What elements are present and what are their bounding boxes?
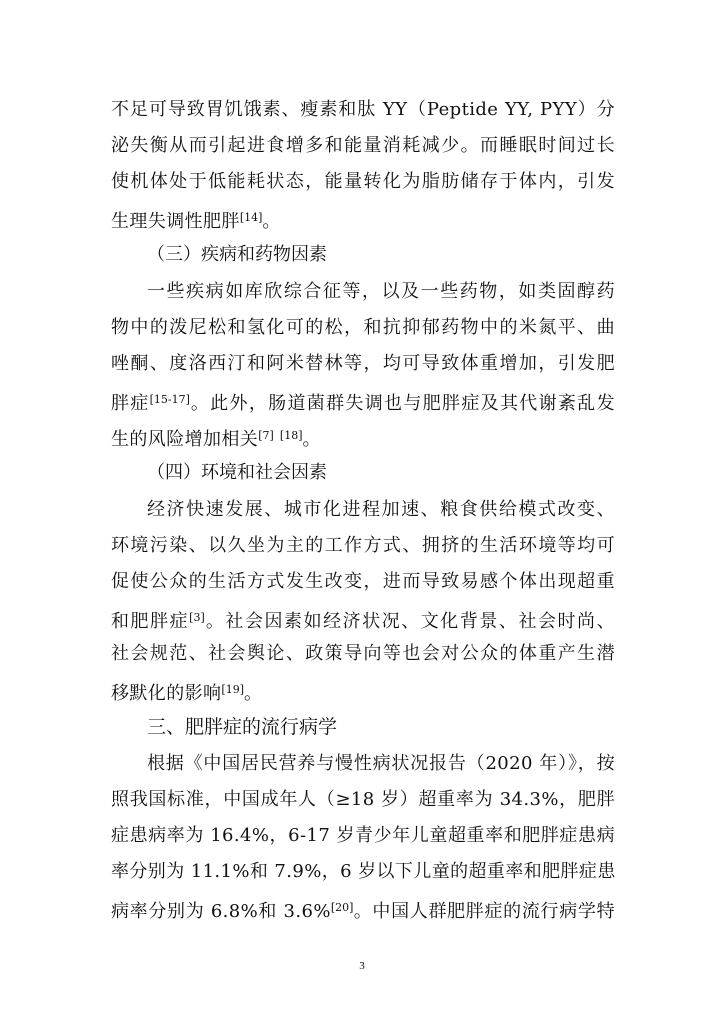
paragraph-line: 社会规范、社会舆论、政策导向等也会对公众的体重产生潜 — [111, 643, 615, 664]
paragraph-line — [111, 206, 615, 234]
citation: [15-17] — [149, 393, 190, 406]
citation: [20] — [330, 901, 354, 914]
line-text: 。中国人群肥胖症的流行病学特 — [353, 901, 615, 922]
paragraph-line — [111, 606, 615, 634]
line-text: 。此外，肠道菌群失调也与肥胖症及其代谢紊乱发 — [189, 393, 615, 414]
paragraph-line — [111, 388, 615, 416]
citation: [7] — [258, 429, 274, 442]
paragraph-line: 根据《中国居民营养与慢性病状况报告（2020 年）》，按 — [147, 753, 615, 774]
paragraph-line: 唑酮、度洛西汀和阿米替林等，均可导致体重增加，引发肥 — [111, 353, 615, 374]
paragraph-line — [111, 678, 615, 706]
paragraph-line: 症患病率为 16.4%，6-17 岁青少年儿童超重率和肥胖症患病 — [111, 825, 615, 846]
subsection-heading: （四）环境和社会因素 — [147, 462, 327, 483]
paragraph-line: 物中的泼尼松和氢化可的松，和抗抑郁药物中的米氮平、曲 — [111, 317, 615, 338]
paragraph-line: 经济快速发展、城市化进程加速、粮食供给模式改变、 — [147, 499, 615, 520]
paragraph-line: 促使公众的生活方式发生改变，进而导致易感个体出现超重 — [111, 571, 615, 592]
line-text: 生理失调性肥胖 — [111, 211, 240, 232]
paragraph-line: 环境污染、以久坐为主的工作方式、拥挤的生活环境等均可 — [111, 535, 615, 556]
line-text: 。社会因素如经济状况、文化背景、社会时尚、 — [204, 611, 615, 632]
paragraph-line: 照我国标准，中国成年人（≥18 岁）超重率为 34.3%，肥胖 — [111, 789, 615, 810]
citation: [14] — [239, 211, 263, 224]
paragraph-line — [111, 424, 615, 452]
paragraph-line — [111, 896, 615, 924]
citation: [19] — [221, 683, 244, 696]
line-text: 。 — [302, 429, 321, 450]
line-text: 。 — [262, 211, 281, 232]
page-number: 3 — [359, 960, 365, 972]
citation: [3] — [189, 611, 205, 624]
line-text: 病率分别为 6.8%和 3.6% — [111, 901, 331, 922]
line-text: 。 — [244, 683, 263, 704]
section-title: 三、肥胖症的流行病学 — [147, 716, 338, 738]
paragraph-line: 使机体处于低能耗状态，能量转化为脂肪储存于体内，引发 — [111, 171, 615, 192]
paragraph-line: 一些疾病如库欣综合征等，以及一些药物，如类固醇药 — [147, 281, 615, 302]
line-text: 移默化的影响 — [111, 683, 222, 704]
paragraph-line: 不足可导致胃饥饿素、瘦素和肽 YY（Peptide YY, PYY）分 — [111, 99, 615, 120]
line-text: 生的风险增加相关 — [111, 429, 259, 450]
subsection-heading: （三）疾病和药物因素 — [147, 244, 327, 265]
paragraph-line: 率分别为 11.1%和 7.9%，6 岁以下儿童的超重率和肥胖症患 — [111, 861, 616, 882]
paragraph-line: 泌失衡从而引起进食增多和能量消耗减少。而睡眠时间过长 — [111, 135, 615, 156]
citation: [18] — [279, 429, 303, 442]
line-text: 胖症 — [111, 393, 150, 414]
line-text: 和肥胖症 — [111, 611, 190, 632]
